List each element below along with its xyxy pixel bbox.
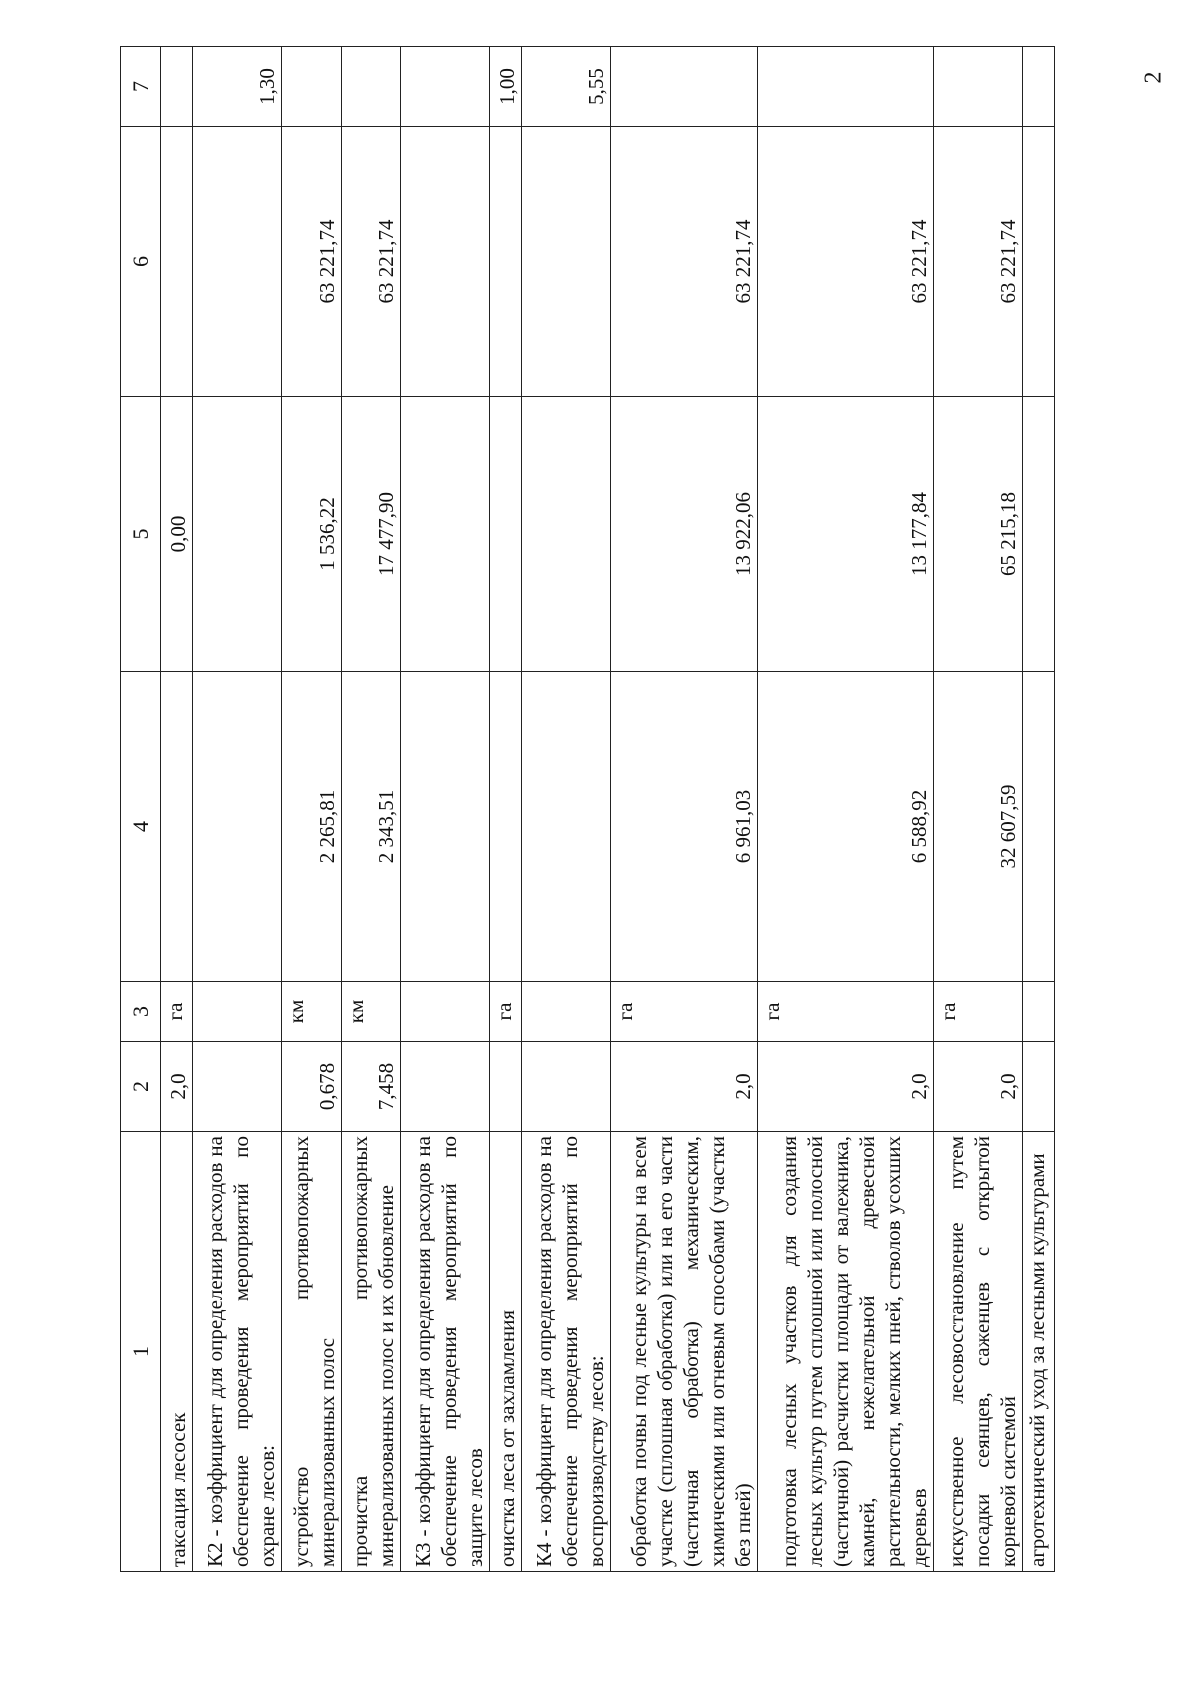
quantity-cell: 7,458 [341,1042,400,1132]
coefficient-cell [282,47,341,127]
table-row [933,47,1022,1572]
coefficient-cell [401,47,490,127]
amount-cell [193,397,282,672]
base-value-cell [522,127,611,397]
base-value-cell: 63 221,74 [341,127,400,397]
quantity-cell [193,1042,282,1132]
unit-cell [522,982,611,1042]
quantity-cell: 0,678 [282,1042,341,1132]
column-header: 2 [121,1042,161,1132]
amount-cell [522,397,611,672]
column-header: 6 [121,127,161,397]
amount-cell [490,397,522,672]
unit-cell: га [933,982,1022,1042]
base-value-cell: 63 221,74 [611,127,757,397]
activity-cell: К2 - коэффициент для определения расходов на обеспечение проведения мероприятий по охране лесов: [193,1132,282,1572]
quantity-cell: 2,0 [161,1042,193,1132]
amount-cell: 1 536,22 [282,397,341,672]
activity-cell: очистка леса от захламления [490,1132,522,1572]
amount-cell: 65 215,18 [933,397,1022,672]
coefficient-cell: 1,30 [193,47,282,127]
table-row [522,47,611,1572]
cost-table [120,46,1055,1572]
amount-cell: 17 477,90 [341,397,400,672]
activity-cell: устройство противопожарных минерализованных полос [282,1132,341,1572]
column-header: 1 [121,1132,161,1572]
rate-cell: 6 588,92 [757,672,933,982]
activity-cell: подготовка лесных участков для создания лесных культур путем сплошной или полосной (частичной) расчистки площади от валежника, камней, нежелательной древесной растительности, мелких пней, стволов усохших деревьев [757,1132,933,1572]
activity-cell: агротехнический уход за лесными культурами [1023,1132,1055,1572]
activity-cell: обработка почвы под лесные культуры на всем участке (сплошная обработка) или на его части (частичная обработка) механическим, химическими или огневым способами (участки без пней) [611,1132,757,1572]
column-header: 4 [121,672,161,982]
amount-cell [1023,397,1055,672]
base-value-cell [161,127,193,397]
activity-cell: прочистка противопожарных минерализованных полос и их обновление [341,1132,400,1572]
base-value-cell [401,127,490,397]
table-row [282,47,341,1572]
page-number: 2 [1140,71,1167,84]
unit-cell: га [611,982,757,1042]
coefficient-cell: 1,00 [490,47,522,127]
table-row [341,47,400,1572]
coefficient-cell [161,47,193,127]
table-row [193,47,282,1572]
unit-cell [1023,982,1055,1042]
coefficient-cell: 5,55 [522,47,611,127]
quantity-cell: 2,0 [611,1042,757,1132]
unit-cell [401,982,490,1042]
quantity-cell [1023,1042,1055,1132]
rate-cell: 6 961,03 [611,672,757,982]
coefficient-cell [1023,47,1055,127]
rate-cell [522,672,611,982]
base-value-cell [1023,127,1055,397]
rotated-table-container [120,47,1055,1572]
rate-cell: 2 343,51 [341,672,400,982]
rate-cell [401,672,490,982]
column-header: 7 [121,47,161,127]
unit-cell: га [490,982,522,1042]
table-row [490,47,522,1572]
quantity-cell [490,1042,522,1132]
rate-cell [161,672,193,982]
rate-cell [490,672,522,982]
amount-cell [401,397,490,672]
table-header-row [121,47,161,1572]
amount-cell: 0,00 [161,397,193,672]
unit-cell: га [757,982,933,1042]
unit-cell: км [341,982,400,1042]
rate-cell [1023,672,1055,982]
table-row [1023,47,1055,1572]
activity-cell: К4 - коэффициент для определения расходов на обеспечение проведения мероприятий по воспроизводству лесов: [522,1132,611,1572]
activity-cell: К3 - коэффициент для определения расходов на обеспечение проведения мероприятий по защите лесов [401,1132,490,1572]
unit-cell [193,982,282,1042]
activity-cell: искусственное лесовосстановление путем посадки сеянцев, саженцев с открытой корневой системой [933,1132,1022,1572]
quantity-cell: 2,0 [757,1042,933,1132]
base-value-cell: 63 221,74 [757,127,933,397]
table-row [161,47,193,1572]
quantity-cell [522,1042,611,1132]
base-value-cell: 63 221,74 [933,127,1022,397]
table-row [401,47,490,1572]
coefficient-cell [933,47,1022,127]
table-row [757,47,933,1572]
base-value-cell: 63 221,74 [282,127,341,397]
coefficient-cell [341,47,400,127]
base-value-cell [490,127,522,397]
base-value-cell [193,127,282,397]
coefficient-cell [611,47,757,127]
rate-cell: 32 607,59 [933,672,1022,982]
quantity-cell: 2,0 [933,1042,1022,1132]
rate-cell [193,672,282,982]
rate-cell: 2 265,81 [282,672,341,982]
coefficient-cell [757,47,933,127]
quantity-cell [401,1042,490,1132]
activity-cell: таксация лесосек [161,1132,193,1572]
unit-cell: га [161,982,193,1042]
column-header: 3 [121,982,161,1042]
amount-cell: 13 922,06 [611,397,757,672]
column-header: 5 [121,397,161,672]
amount-cell: 13 177,84 [757,397,933,672]
table-row [611,47,757,1572]
unit-cell: км [282,982,341,1042]
